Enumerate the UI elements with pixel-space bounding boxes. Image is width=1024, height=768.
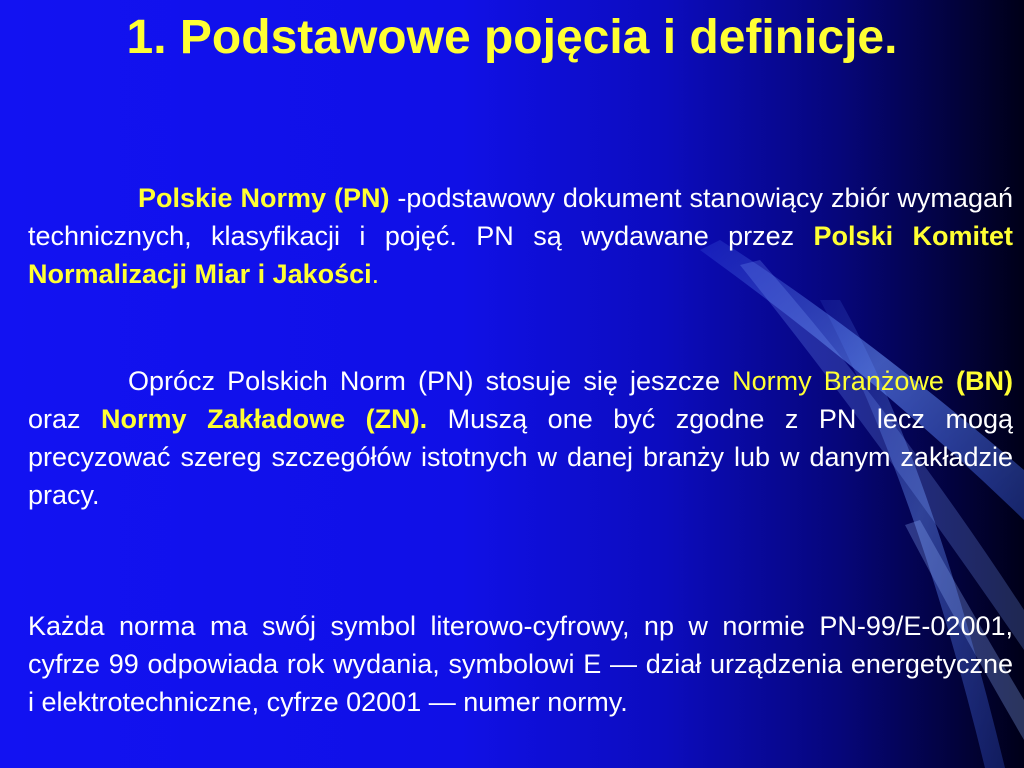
term-bn: (BN) — [956, 366, 1014, 396]
term-polskie-normy: Polskie Normy (PN) — [138, 183, 390, 213]
slide-title: 1. Podstawowe pojęcia i definicje. — [126, 11, 898, 64]
paragraph1-text: -podstawowy dokument stanowiący zbiór wymagań technicznych, klasyfikacji i pojęć. PN są wydawane przez — [28, 183, 1013, 251]
paragraph-other-norms — [28, 362, 1013, 514]
paragraph1-end: . — [371, 259, 380, 289]
term-komitet: Polski Komitet Normalizacji Miar i Jakości — [28, 221, 1013, 289]
term-normy-zakladowe: Normy Zakładowe (ZN). — [101, 404, 428, 434]
paragraph2-text3: Muszą one być zgodne z PN lecz mogą precyzować szereg szczegółów istotnych w danej branży lub w danym zakładzie pracy. — [28, 404, 1013, 510]
paragraph-polish-norms — [28, 179, 1013, 293]
paragraph2-text1: Oprócz Polskich Norm (PN) stosuje się jeszcze — [128, 366, 733, 396]
term-normy-branzowe: Normy Branżowe — [732, 366, 944, 396]
paragraph-norm-symbol: Każda norma ma swój symbol literowo-cyfrowy, np w normie PN-99/E-02001, cyfrze 99 odpowiada rok wydania, symbolowi E — dział urządzenia energetyczne i elektrotechniczne, cyfrze 02001 — numer normy. — [28, 611, 1013, 717]
paragraph2-space — [944, 366, 956, 396]
paragraph2-text2: oraz — [28, 404, 102, 434]
